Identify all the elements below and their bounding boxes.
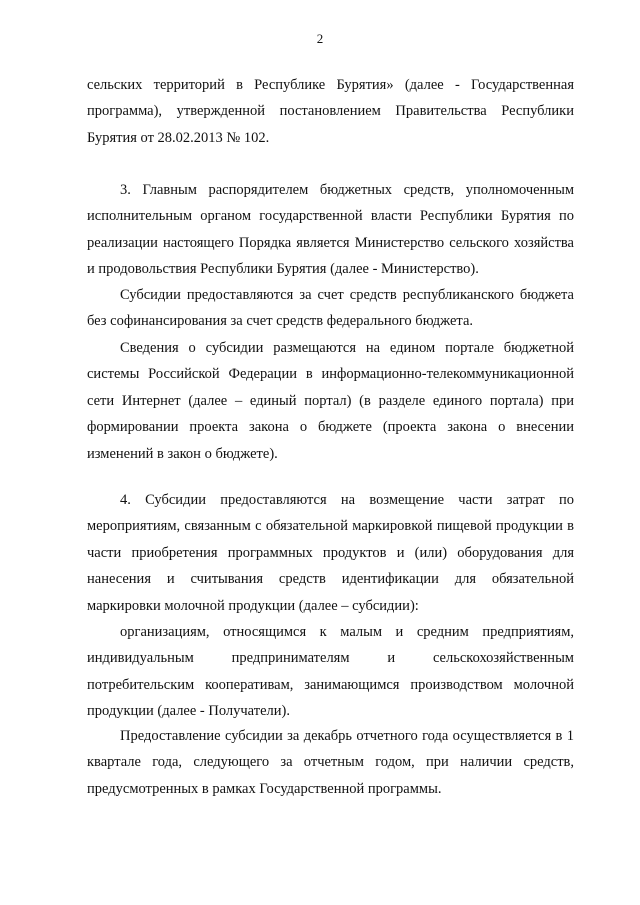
paragraph-recipients: организациям, относящимся к малым и средним предприятиям, индивидуальным предпринимателям и сельскохозяйственным потребительским кооперативам, занимающимся производством молочной продукции (далее - Получатели).: [87, 624, 574, 720]
paragraph-portal: Сведения о субсидии размещаются на едином портале бюджетной системы Российской Федерации в информационно-телекоммуникационной сети Интернет (далее – единый портал) (в разделе единого портала) при формировании проекта закона о бюджете (проекта закона о внесении изменений в закон о бюджете).: [87, 340, 574, 462]
paragraph-item-4: 4. Субсидии предоставляются на возмещение части затрат по мероприятиям, связанным с обязательной маркировкой пищевой продукции в части приобретения программных продуктов и (или) оборудования для нанесения и считывания средств идентификации для обязательной маркировки молочной продукции (далее – субсидии):: [87, 492, 574, 614]
page-number: 2: [316, 31, 324, 46]
paragraph-funding: Субсидии предоставляются за счет средств республиканского бюджета без софинансирования за счет средств федерального бюджета.: [87, 287, 574, 330]
paragraph-item-3: 3. Главным распорядителем бюджетных средств, уполномоченным исполнительным органом государственной власти Республики Бурятия по реализации настоящего Порядка является Министерство сельского хозяйства и продовольствия Республики Бурятия (далее - Министерство).: [87, 182, 574, 278]
paragraph-december: Предоставление субсидии за декабрь отчетного года осуществляется в 1 квартале года, следующего за отчетным годом, при наличии средств, предусмотренных в рамках Государственной программы.: [87, 728, 574, 797]
paragraph-continuation: сельских территорий в Республике Бурятия» (далее - Государственная программа), утвержденной постановлением Правительства Республики Бурятия от 28.02.2013 № 102.: [87, 77, 574, 146]
